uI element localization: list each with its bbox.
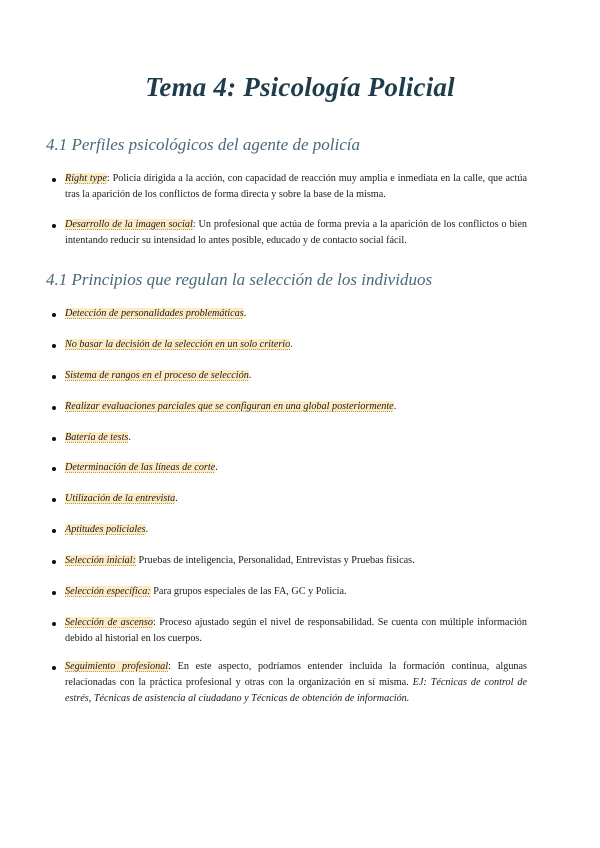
list-item [65, 306, 527, 322]
highlighted-term: Seguimiento profesional [65, 661, 169, 672]
item-text: Pruebas de inteligencia, Personalidad, Entrevistas y Pruebas físicas. [136, 555, 415, 566]
bullet-icon [52, 591, 56, 595]
list-item [65, 368, 527, 384]
list-item [65, 615, 527, 647]
list-item [65, 430, 527, 446]
item-text: . [128, 432, 131, 443]
item-example-text: EJ: Técnicas de control de estrés, Técnicas de asistencia al ciudadano y Técnicas de obtención de información. [65, 677, 527, 704]
list-item [65, 171, 527, 203]
highlighted-term: Realizar evaluaciones parciales que se configuran en una global posteriormente [65, 401, 394, 412]
highlighted-term: Sistema de rangos en el proceso de selección [65, 370, 249, 381]
highlighted-term: Aptitudes policiales [65, 524, 146, 535]
list-item [65, 399, 527, 415]
bullet-icon [52, 622, 56, 626]
bullet-icon [52, 529, 56, 533]
highlighted-term: No basar la decisión de la selección en un solo criterio [65, 339, 291, 350]
item-text: . [145, 524, 149, 535]
bullet-icon [52, 560, 56, 564]
highlighted-term: Selección de ascenso [65, 617, 153, 628]
bullet-icon [52, 467, 56, 471]
page-title: Tema 4: Psicología Policial [145, 72, 455, 102]
bullet-icon [52, 437, 56, 441]
item-text: . [290, 339, 293, 350]
highlighted-term: Utilización de la entrevista [65, 493, 176, 504]
list-item [65, 460, 527, 476]
item-text: Para grupos especiales de las FA, GC y Policía. [150, 586, 347, 597]
item-text: : Proceso ajustado según el nivel de responsabilidad. Se cuenta con múltiple información debido al historial en los cuerpos. [65, 617, 527, 644]
list-item [65, 491, 527, 507]
bullet-icon [52, 178, 56, 182]
item-text: . [243, 308, 247, 319]
list-item [65, 522, 527, 538]
bullet-icon [52, 224, 56, 228]
highlighted-term: Selección específica: [65, 586, 151, 597]
item-text: : Un profesional que actúa de forma previa a la aparición de los conflictos o bien intentando reducir su intensidad lo antes posible, educado y de contacto social fácil. [65, 219, 527, 246]
section-heading-principios: 4.1 Principios que regulan la selección de los individuos [46, 270, 433, 289]
section-heading-perfiles: 4.1 Perfiles psicológicos del agente de policía [46, 135, 360, 154]
highlighted-term: Right type [65, 173, 107, 184]
bullet-icon [52, 498, 56, 502]
highlighted-term: Determinación de las líneas de corte [65, 462, 216, 473]
bullet-icon [52, 666, 56, 670]
highlighted-term: Detección de personalidades problemáticas [65, 308, 244, 319]
item-text: . [248, 370, 252, 381]
item-text: : En este aspecto, podríamos entender incluida la formación continua, algunas relacionadas con la práctica profesional y otras con la organización en sí misma. [65, 661, 527, 688]
bullet-icon [52, 344, 56, 348]
list-item [65, 553, 527, 569]
highlighted-term: Desarrollo de la imagen social [65, 219, 193, 230]
item-text: . [215, 462, 218, 473]
bullet-icon [52, 406, 56, 410]
list-item [65, 337, 527, 353]
item-text: . [393, 401, 397, 412]
item-text: : Policía dirigida a la acción, con capacidad de reacción muy amplia e inmediata en la calle, que actúa tras la aparición de los conflictos de forma directa y sobre la base de la misma. [65, 173, 527, 200]
bullet-icon [52, 375, 56, 379]
item-text: . [175, 493, 178, 504]
list-item [65, 659, 527, 707]
list-item [65, 217, 527, 249]
bullet-icon [52, 313, 56, 317]
list-item [65, 584, 527, 600]
highlighted-term: Selección inicial: [65, 555, 136, 566]
highlighted-term: Batería de tests [65, 432, 129, 443]
